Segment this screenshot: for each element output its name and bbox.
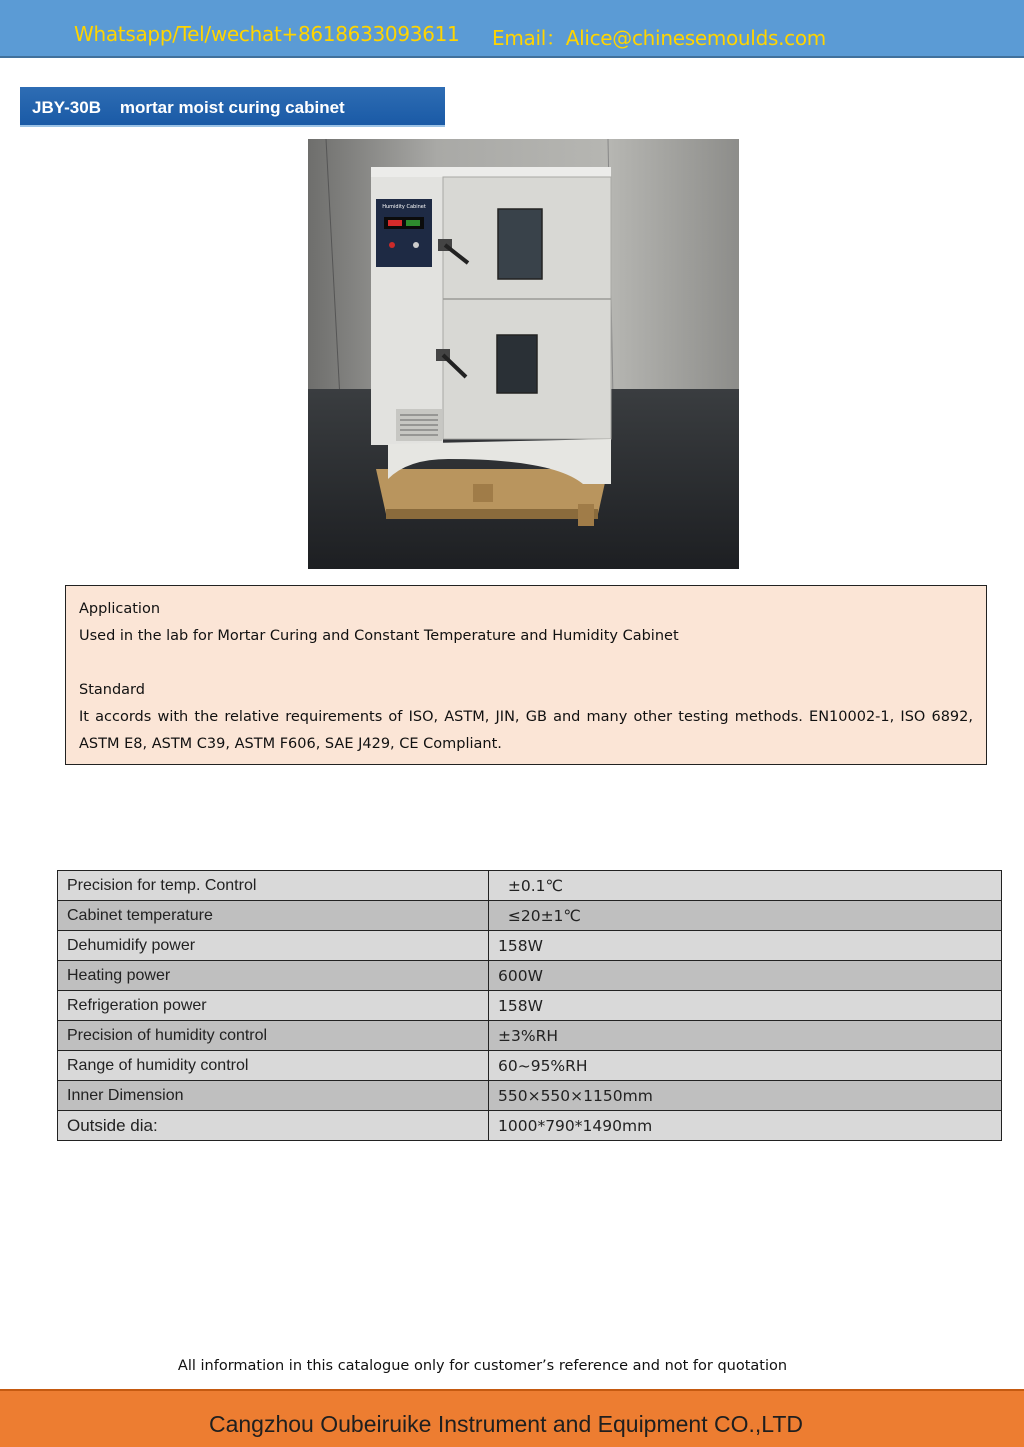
table-row [58, 901, 1002, 931]
table-row [58, 1081, 1002, 1111]
spec-label: Range of humidity control [58, 1051, 489, 1081]
application-heading: Application [79, 601, 161, 617]
spec-value: 600W [489, 961, 1002, 991]
spec-label: Precision for temp. Control [58, 871, 489, 901]
spec-value: ≤20±1℃ [489, 901, 1002, 931]
header-bar [0, 0, 1024, 58]
contact-phone: Whatsapp/Tel/wechat+8618633093611 [74, 22, 460, 46]
table-row [58, 1021, 1002, 1051]
table-row [58, 961, 1002, 991]
table-row [58, 1111, 1002, 1141]
contact-email: Email：Alice@chinesemoulds.com [492, 26, 826, 50]
spec-label: Refrigeration power [58, 991, 489, 1021]
spec-value: ±3%RH [489, 1021, 1002, 1051]
spec-label: Cabinet temperature [58, 901, 489, 931]
table-row [58, 871, 1002, 901]
spec-label: Inner Dimension [58, 1081, 489, 1111]
spec-value: ±0.1℃ [489, 871, 1002, 901]
spec-table [57, 870, 1002, 1141]
spec-label: Heating power [58, 961, 489, 991]
disclaimer: All information in this catalogue only for customer’s reference and not for quotation [177, 1358, 788, 1374]
table-row [58, 931, 1002, 961]
company-name: Cangzhou Oubeiruike Instrument and Equipment CO.,LTD [208, 1411, 804, 1437]
info-box [65, 585, 987, 765]
footer-bar [0, 1389, 1024, 1447]
product-title: JBY-30B mortar moist curing cabinet [32, 98, 345, 117]
spec-label: Outside dia: [58, 1111, 489, 1141]
spec-value: 158W [489, 991, 1002, 1021]
standard-heading: Standard [79, 682, 145, 698]
spec-label: Dehumidify power [58, 931, 489, 961]
table-row [58, 1051, 1002, 1081]
spec-label: Precision of humidity control [58, 1021, 489, 1051]
spec-value: 158W [489, 931, 1002, 961]
table-row [58, 991, 1002, 1021]
cabinet-panel-label: Humidity Cabinet [382, 204, 426, 210]
product-photo [308, 139, 739, 569]
spec-value: 60~95%RH [489, 1051, 1002, 1081]
standard-text: It accords with the relative requirements of ISO, ASTM, JIN, GB and many other testing methods. EN10002-1, ISO 6892, ASTM E8, ASTM C39, ASTM F606, SAE J429, CE Compliant. [79, 709, 973, 752]
product-title-bar [20, 87, 445, 127]
application-text: Used in the lab for Mortar Curing and Constant Temperature and Humidity Cabinet [79, 628, 679, 644]
spec-value: 1000*790*1490mm [489, 1111, 1002, 1141]
spec-value: 550×550×1150mm [489, 1081, 1002, 1111]
